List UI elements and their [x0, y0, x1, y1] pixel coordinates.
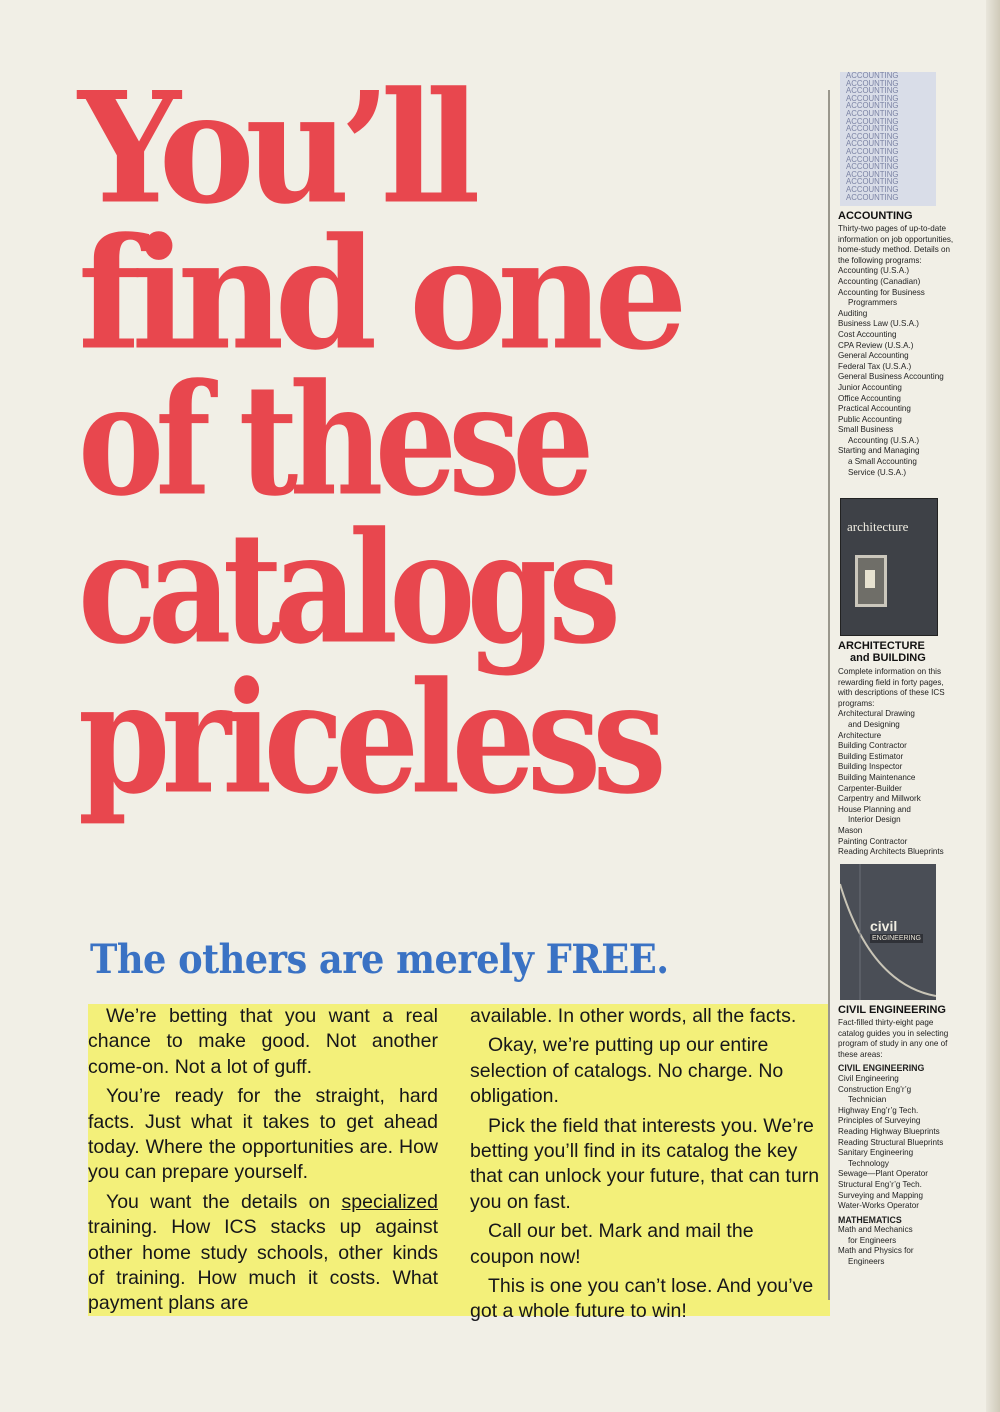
program-item: Sewage—Plant Operator: [838, 1169, 928, 1179]
program-item: Small Business: [838, 425, 894, 435]
program-item: Technology: [848, 1158, 889, 1168]
headline-line-4: catalogs: [78, 498, 613, 679]
program-item: Starting and Managing: [838, 446, 920, 456]
body-text: training. How ICS stacks up against other home study schools, other kinds of training. How much it costs. What payment plans are: [88, 1216, 438, 1315]
cover-word: ACCOUNTING: [846, 116, 899, 126]
accounting-program-list: [838, 266, 956, 478]
program-item: Architectural Drawing: [838, 709, 915, 719]
cover-word: civil: [870, 918, 898, 934]
program-item: for Engineers: [848, 1235, 897, 1245]
cover-word: ACCOUNTING: [846, 184, 899, 194]
window-illustration: [855, 555, 887, 607]
subhead: The others are merely FREE.: [90, 936, 669, 983]
body-column-left: [88, 1004, 438, 1321]
civil-program-list: [838, 1074, 956, 1212]
program-item: Principles of Surveying: [838, 1116, 921, 1126]
program-item: Auditing: [838, 308, 868, 318]
headline-line-1: You’ll: [78, 58, 471, 239]
cover-word: ACCOUNTING: [846, 124, 899, 134]
program-item: Reading Highway Blueprints: [838, 1126, 940, 1136]
catalog-description: Fact-filled thirty-eight page catalog guides you in selecting program of study in any one of these areas:: [838, 1018, 949, 1059]
program-item: Painting Contractor: [838, 836, 908, 846]
program-item: Structural Eng’r’g Tech.: [838, 1179, 922, 1189]
architecture-description: [838, 667, 956, 858]
cover-word: ACCOUNTING: [846, 192, 899, 202]
body-paragraph: Okay, we’re putting up our entire selection of catalogs. No charge. No obligation.: [470, 1034, 784, 1108]
program-item: Building Maintenance: [838, 772, 916, 782]
body-paragraph: You’re ready for the straight, hard facts. Just what it takes to get ahead today. Where the opportunities are. How you can prepare yourself.: [88, 1085, 438, 1184]
body-paragraph: Call our bet. Mark and mail the coupon now!: [470, 1220, 754, 1268]
program-item: Technician: [848, 1095, 887, 1105]
cover-word: ACCOUNTING: [846, 86, 899, 96]
program-item: Interior Design: [848, 815, 901, 825]
accounting-description: [838, 224, 956, 478]
program-item: Water-Works Operator: [838, 1201, 919, 1211]
cover-word: ACCOUNTING: [846, 146, 899, 156]
civil-title: CIVIL ENGINEERING: [838, 1004, 946, 1016]
program-item: Programmers: [848, 298, 898, 308]
architecture-catalog-cover: [840, 498, 938, 636]
program-item: Practical Accounting: [838, 404, 911, 414]
cover-word: ACCOUNTING: [846, 154, 899, 164]
body-text: You want the details on: [106, 1190, 342, 1213]
program-item: Surveying and Mapping: [838, 1190, 924, 1200]
cover-word: ACCOUNTING: [846, 72, 899, 80]
program-item: House Planning and: [838, 804, 911, 814]
body-paragraph: [88, 1190, 438, 1317]
body-paragraph: We’re betting that you want a real chance to make good. Not another come-on. Not a lot of guff.: [88, 1005, 438, 1078]
program-item: Mason: [838, 825, 863, 835]
program-item: Construction Eng’r’g: [838, 1084, 912, 1094]
architecture-program-list: [838, 709, 956, 857]
cover-word: architecture: [847, 519, 909, 534]
program-item: General Business Accounting: [838, 372, 944, 382]
program-item: Public Accounting: [838, 414, 902, 424]
program-item: Accounting (U.S.A.): [838, 266, 910, 276]
cover-word: ACCOUNTING: [846, 93, 899, 103]
cover-word: ACCOUNTING: [846, 169, 899, 179]
page-edge: [986, 0, 1000, 1412]
cover-word: ACCOUNTING: [846, 108, 899, 118]
program-item: Civil Engineering: [838, 1073, 899, 1083]
program-item: Cost Accounting: [838, 329, 897, 339]
cover-word: ACCOUNTING: [846, 162, 899, 172]
program-item: Building Estimator: [838, 751, 904, 761]
program-item: Business Law (U.S.A.): [838, 319, 919, 329]
math-subtitle: MATHEMATICS: [838, 1214, 902, 1225]
program-item: Reading Structural Blueprints: [838, 1137, 944, 1147]
math-program-list: [838, 1225, 956, 1267]
architecture-title: ARCHITECTURE: [838, 640, 925, 652]
civil-description: [838, 1018, 956, 1268]
body-paragraph: available. In other words, all the facts.: [470, 1005, 797, 1027]
program-item: Carpentry and Millwork: [838, 794, 921, 804]
program-item: Sanitary Engineering: [838, 1148, 914, 1158]
body-paragraph: Pick the field that interests you. We’re betting you’ll find in its catalog the key that can unlock your future, that can turn you on fast.: [470, 1114, 820, 1213]
program-item: CPA Review (U.S.A.): [838, 340, 914, 350]
program-item: Highway Eng’r’g Tech.: [838, 1105, 919, 1115]
program-item: and Designing: [848, 719, 900, 729]
program-item: Accounting for Business: [838, 287, 925, 297]
cover-word: ACCOUNTING: [846, 139, 899, 149]
program-item: Engineers: [848, 1257, 885, 1267]
civil-catalog-cover: [840, 864, 936, 1000]
architecture-title-2: and BUILDING: [850, 652, 926, 664]
accounting-title: ACCOUNTING: [838, 210, 913, 222]
program-item: General Accounting: [838, 351, 909, 361]
program-item: Accounting (Canadian): [838, 276, 921, 286]
cover-word: ACCOUNTING: [846, 131, 899, 141]
body-column-right: [470, 1004, 820, 1329]
program-item: Junior Accounting: [838, 382, 902, 392]
program-item: Service (U.S.A.): [848, 467, 907, 477]
cover-word: ACCOUNTING: [846, 177, 899, 187]
catalog-description: Complete information on this rewarding field in forty pages, with descriptions of these ICS programs:: [838, 667, 945, 708]
accounting-catalog-cover: [840, 72, 936, 206]
sidebar-divider: [828, 90, 830, 1300]
cover-subword: ENGINEERING: [872, 935, 922, 942]
headline-line-2: find one: [78, 204, 678, 385]
program-item: Accounting (U.S.A.): [848, 435, 920, 445]
program-item: Math and Physics for: [838, 1246, 914, 1256]
headline-line-3: of these: [78, 350, 586, 531]
program-item: Office Accounting: [838, 393, 901, 403]
program-item: a Small Accounting: [848, 457, 917, 467]
cover-word: ACCOUNTING: [846, 78, 899, 88]
program-item: Math and Mechanics: [838, 1225, 913, 1235]
program-item: Carpenter-Builder: [838, 783, 902, 793]
underlined-word: specialized: [341, 1190, 438, 1213]
body-paragraph: This is one you can’t lose. And you’ve got a whole future to win!: [470, 1275, 814, 1323]
program-item: Building Contractor: [838, 741, 907, 751]
program-item: Federal Tax (U.S.A.): [838, 361, 912, 371]
program-item: Building Inspector: [838, 762, 903, 772]
program-item: Architecture: [838, 730, 882, 740]
headline-line-5: priceless: [78, 648, 658, 829]
program-item: Reading Architects Blueprints: [838, 847, 944, 857]
cover-word: ACCOUNTING: [846, 101, 899, 111]
catalog-description: Thirty-two pages of up-to-date information on job opportunities, home-study method. Details on the following programs:: [838, 224, 954, 265]
civil-subtitle: CIVIL ENGINEERING: [838, 1063, 925, 1074]
